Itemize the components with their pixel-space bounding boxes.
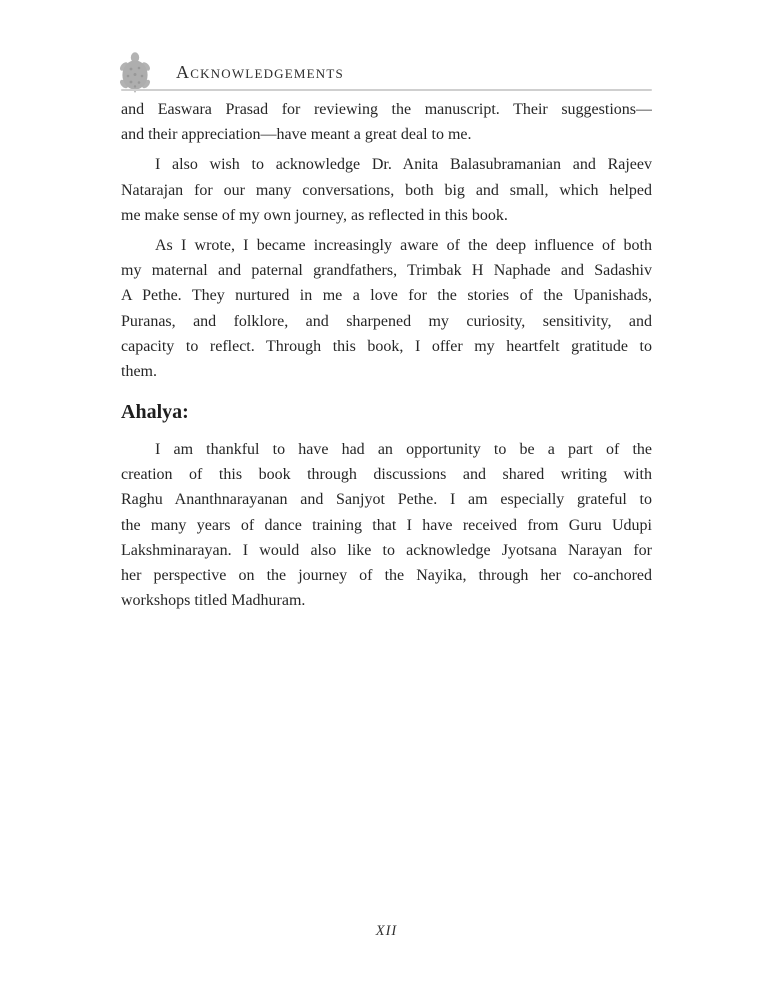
text-line: I am thankful to have had an opportunity to be a part of the bbox=[155, 441, 652, 459]
text-line: them. bbox=[121, 362, 157, 380]
running-header-title: Acknowledgements bbox=[176, 62, 344, 82]
text-line: I also wish to acknowledge Dr. Anita Balasubramanian and Rajeev bbox=[155, 156, 652, 174]
text-line: workshops titled Madhuram. bbox=[121, 592, 306, 610]
text-line: and Easwara Prasad for reviewing the manuscript. Their suggestions— bbox=[121, 101, 652, 118]
paragraph-1 bbox=[121, 97, 652, 147]
section-heading: Ahalya: bbox=[121, 401, 189, 424]
text-line: her perspective on the journey of the Nayika, through her co-anchored bbox=[121, 567, 652, 584]
page-number: XII bbox=[375, 923, 398, 939]
text-line: As I wrote, I became increasingly aware of the deep influence of both bbox=[155, 236, 652, 254]
text-line: Lakshminarayan. I would also like to acknowledge Jyotsana Narayan for bbox=[121, 541, 652, 559]
text-line: the many years of dance training that I have received from Guru Udupi bbox=[121, 516, 652, 534]
text-line: A Pethe. They nurtured in me a love for the stories of the Upanishads, bbox=[121, 287, 652, 305]
text-line: creation of this book through discussions and shared writing with bbox=[121, 466, 652, 484]
header-rule bbox=[121, 89, 652, 91]
text-line: Puranas, and folklore, and sharpened my curiosity, sensitivity, and bbox=[121, 312, 652, 330]
text-line: Raghu Ananthnarayanan and Sanjyot Pethe. I am especially grateful to bbox=[121, 491, 652, 509]
text-line: and their appreciation—have meant a great deal to me. bbox=[121, 126, 472, 144]
text-line: capacity to reflect. Through this book, I offer my heartfelt gratitude to bbox=[121, 337, 652, 355]
turtle-logo-icon bbox=[118, 51, 152, 93]
paragraph-3 bbox=[121, 233, 652, 384]
text-line: my maternal and paternal grandfathers, Trimbak H Naphade and Sadashiv bbox=[121, 262, 652, 280]
paragraph-4 bbox=[121, 437, 652, 613]
page-content bbox=[121, 97, 652, 613]
text-line: Natarajan for our many conversations, both big and small, which helped bbox=[121, 181, 652, 199]
paragraph-2 bbox=[121, 152, 652, 228]
text-line: me make sense of my own journey, as reflected in this book. bbox=[121, 206, 508, 224]
